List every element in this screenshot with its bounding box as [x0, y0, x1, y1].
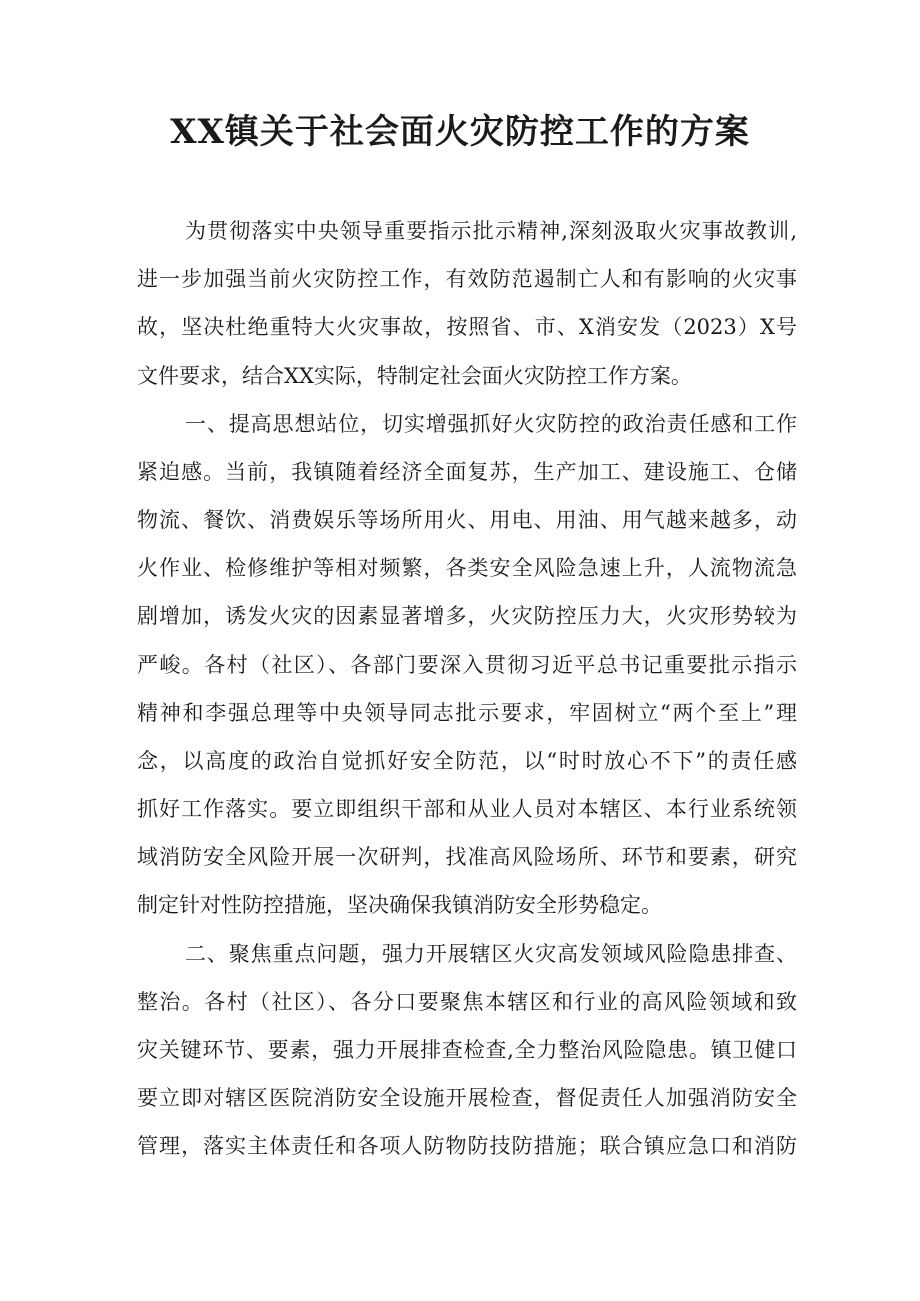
- paragraph-line: 灾关键环节、要素，强力开展排查检查,全力整治风险隐患。镇卫健口: [137, 1038, 797, 1062]
- paragraph-line: 精神和李强总理等中央领导同志批示要求，牢固树立“两个至上”理: [137, 701, 797, 725]
- paragraph-line: 二、聚焦重点问题，强力开展辖区火灾高发领域风险隐患排查、: [185, 942, 797, 966]
- paragraph-line: 抓好工作落实。要立即组织干部和从业人员对本辖区、本行业系统领: [137, 797, 797, 821]
- paragraph-line: 紧迫感。当前，我镇随着经济全面复苏，生产加工、建设施工、仓储: [137, 460, 797, 484]
- paragraph-line: 一、提高思想站位，切实增强抓好火灾防控的政治责任感和工作: [185, 412, 797, 436]
- paragraph-line: 火作业、检修维护等相对频繁，各类安全风险急速上升，人流物流急: [137, 556, 797, 580]
- paragraph-line: 要立即对辖区医院消防安全设施开展检查，督促责任人加强消防安全: [137, 1086, 797, 1110]
- paragraph-line: 制定针对性防控措施，坚决确保我镇消防安全形势稳定。: [137, 893, 662, 917]
- paragraph-line: 物流、餐饮、消费娱乐等场所用火、用电、用油、用气越来越多，动: [137, 508, 797, 532]
- paragraph-line: 进一步加强当前火灾防控工作，有效防范遏制亡人和有影响的火灾事: [137, 267, 797, 291]
- paragraph-line: 文件要求，结合XX实际，特制定社会面火灾防控工作方案。: [137, 364, 692, 388]
- paragraph-line: 域消防安全风险开展一次研判，找准高风险场所、环节和要素，研究: [137, 845, 797, 869]
- paragraph-line: 管理，落实主体责任和各项人防物防技防措施；联合镇应急口和消防: [137, 1134, 797, 1158]
- paragraph-line: 念，以高度的政治自觉抓好安全防范，以“时时放心不下”的责任感: [137, 749, 797, 773]
- paragraph-line: 整治。各村（社区）、各分口要聚焦本辖区和行业的高风险领域和致: [137, 990, 797, 1014]
- paragraph-line: 严峻。各村（社区）、各部门要深入贯彻习近平总书记重要批示指示: [137, 653, 797, 677]
- document-title: XX镇关于社会面火灾防控工作的方案: [170, 112, 750, 152]
- paragraph-line: 为贯彻落实中央领导重要指示批示精神,深刻汲取火灾事故教训,: [185, 219, 797, 243]
- paragraph-line: 故，坚决杜绝重特大火灾事故，按照省、市、X消安发（2023）X号: [137, 315, 797, 339]
- paragraph-line: 剧增加，诱发火灾的因素显著增多，火灾防控压力大，火灾形势较为: [137, 604, 797, 628]
